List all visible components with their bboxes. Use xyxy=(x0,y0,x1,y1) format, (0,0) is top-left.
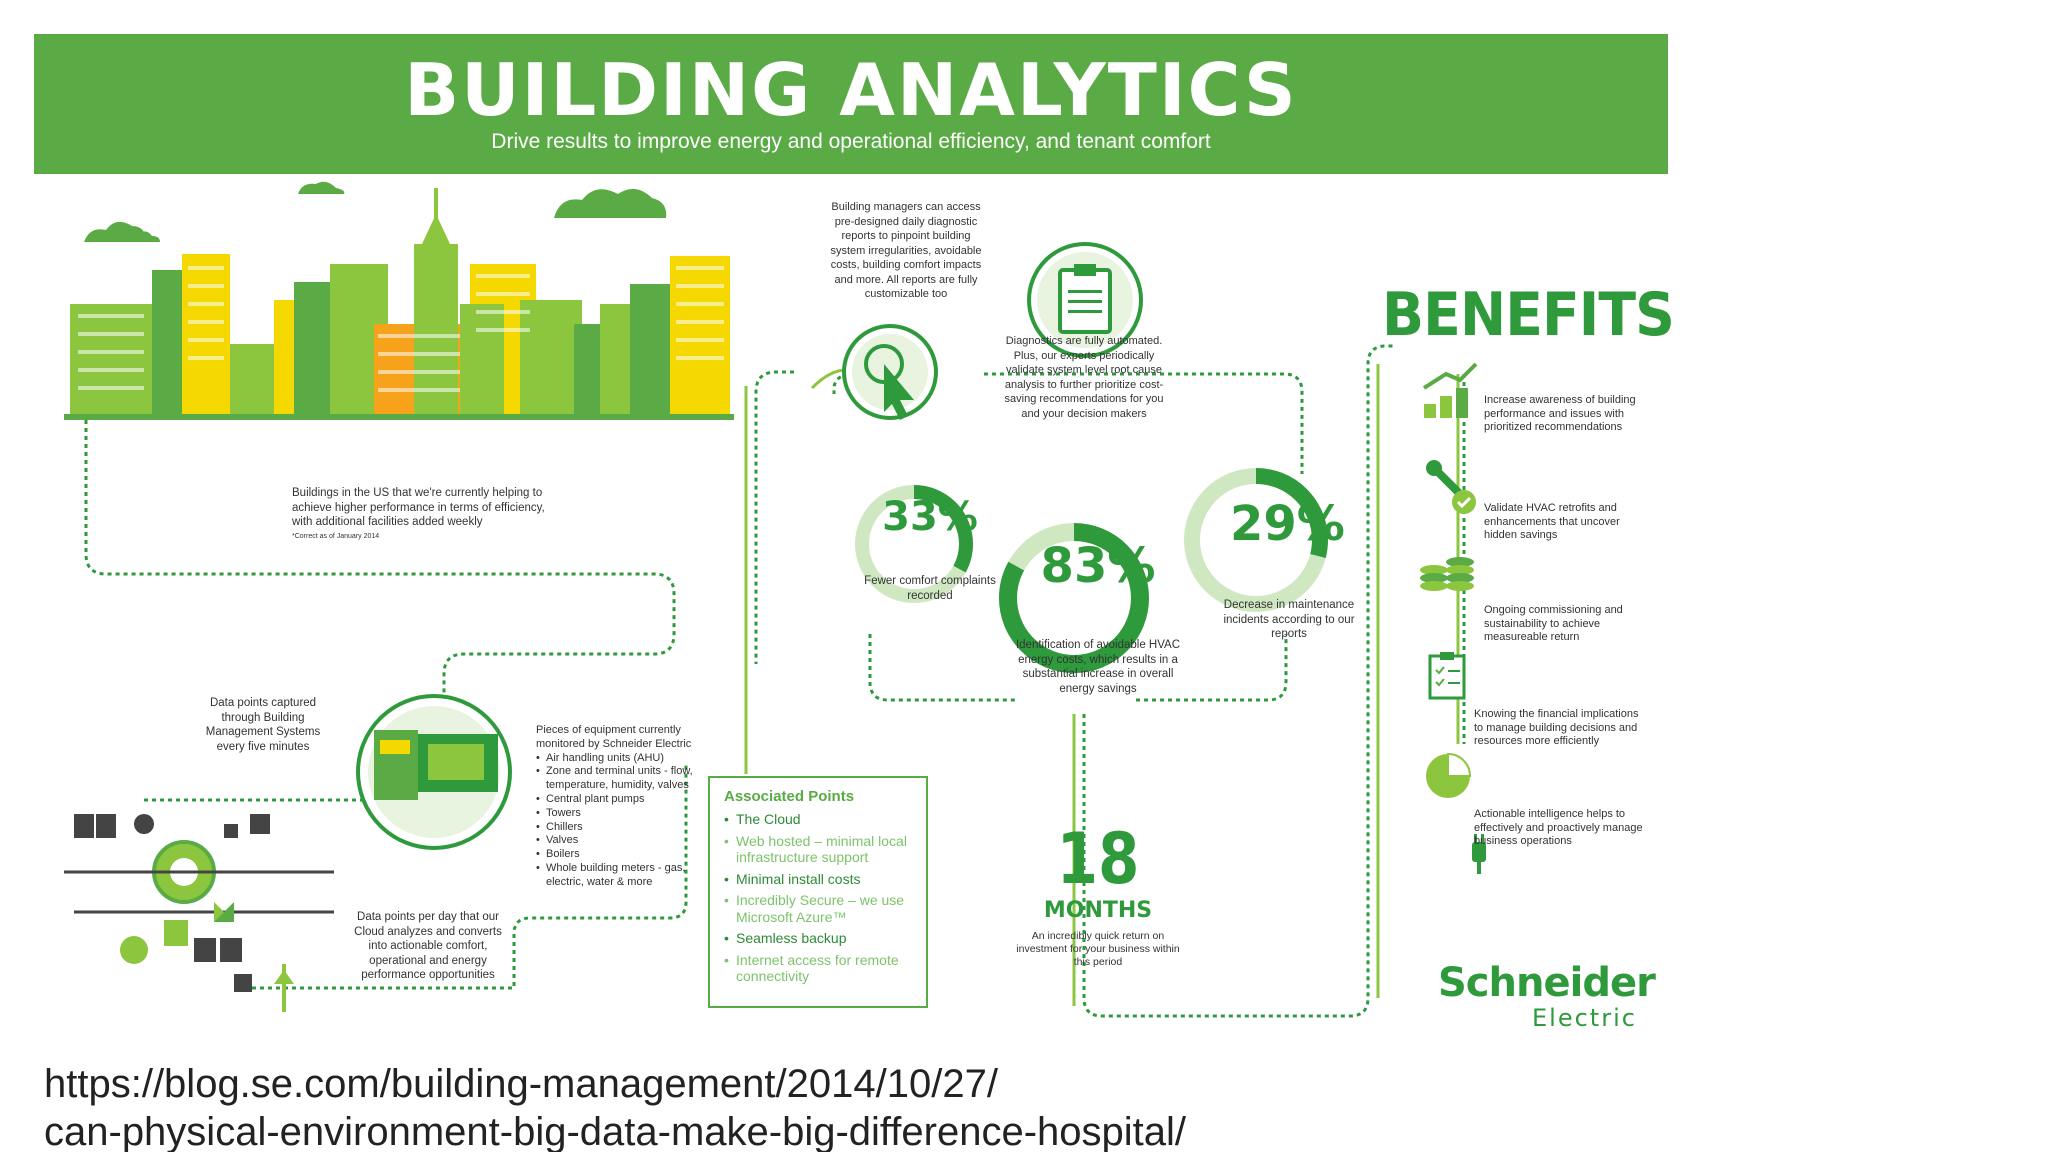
stat-value-comfort: 33% xyxy=(882,494,978,540)
brand-logo-sub: Electric xyxy=(1532,1004,1637,1032)
equipment-intro: Pieces of equipment currently monitored by Schneider Electric xyxy=(536,724,692,750)
bar-chart-icon xyxy=(1424,364,1476,418)
sensor-label-h: H xyxy=(238,836,246,847)
months-number: 18 xyxy=(1056,818,1140,900)
header-banner xyxy=(34,34,1668,174)
equipment-item: • Air handling units (AHU) xyxy=(536,752,716,766)
associated-points-box xyxy=(708,776,928,1008)
associated-points-list xyxy=(724,811,912,985)
sensor-label-th-2: TH xyxy=(200,801,235,817)
source-caption xyxy=(44,1060,1186,1152)
associated-point-item: • Internet access for remote connectivity xyxy=(724,952,912,985)
months-unit: MONTHS xyxy=(1043,898,1153,923)
associated-point-item: • Web hosted – minimal local infrastructure support xyxy=(724,833,912,866)
benefit-item: Ongoing commissioning and sustainability to achieve measureable return xyxy=(1484,604,1623,643)
associated-point-item: • Seamless backup xyxy=(724,930,912,947)
benefit-item: Increase awareness of building performance and issues with prioritized recommendations xyxy=(1484,394,1636,433)
equipment-item: • Valves xyxy=(536,834,716,848)
buildings-footnote: *Correct as of January 2014 xyxy=(292,532,380,540)
equipment-item: • Boilers xyxy=(536,848,716,862)
pie-chart-icon xyxy=(1426,754,1470,798)
equipment-item: • Whole building meters - gas, electric, water & more xyxy=(536,862,716,890)
page-subtitle: Drive results to improve energy and operational efficiency, and tenant comfort xyxy=(491,130,1211,153)
buildings-note: Buildings in the US that we're currently helping to achieve higher performance in terms of efficiency, with additional facilities added weekly *Correct as of January 2014 xyxy=(292,486,552,544)
equipment-item: • Central plant pumps xyxy=(536,793,716,807)
stat-label-comfort: Fewer comfort complaints recorded xyxy=(864,575,996,602)
equipment-item: • Zone and terminal units - flow, temperature, humidity, valves xyxy=(536,765,716,793)
benefit-item: Actionable intelligence helps to effectively and proactively manage business operations xyxy=(1474,808,1643,847)
stat-label-maintenance: Decrease in maintenance incidents according to our reports xyxy=(1223,599,1355,640)
hvac-schematic xyxy=(64,814,334,1012)
sensor-label-co2: CO2 xyxy=(128,809,143,816)
cloud-icon xyxy=(84,182,666,242)
click-icon xyxy=(844,326,936,420)
reports-note: Building managers can access pre-designed daily diagnostic reports to pinpoint building system irregularities, avoidable costs, building comfort impacts and more. All reports are fully customizable too xyxy=(830,201,982,300)
coins-icon xyxy=(1420,557,1474,591)
benefit-item: Validate HVAC retrofits and enhancements that uncover hidden savings xyxy=(1484,502,1620,541)
diagnostics-note: Diagnostics are fully automated. Plus, our experts periodically validate system level root cause analysis to further prioritize cost-saving recommendations for you and your decision makers xyxy=(1004,335,1164,420)
checklist-icon xyxy=(1430,652,1464,698)
equipment-block xyxy=(536,724,716,890)
infographic xyxy=(34,34,1674,1032)
equipment-list xyxy=(536,752,716,890)
associated-point-item: • The Cloud xyxy=(724,811,912,828)
city-skyline xyxy=(64,188,734,420)
stat-value-maintenance: 29% xyxy=(1230,496,1345,552)
page-title: BUILDING ANALYTICS xyxy=(404,48,1298,132)
stat-label-hvac: Identification of avoidable HVAC energy costs, which results in a substantial increase in overall energy savings xyxy=(1015,639,1181,695)
cloud-note: Data points per day that our Cloud analyzes and converts into actionable comfort, operational and energy performance opportunities xyxy=(354,911,502,981)
associated-point-item: • Incredibly Secure – we use Microsoft Azure™ xyxy=(724,892,912,925)
stat-value-hvac: 83% xyxy=(1040,538,1156,594)
associated-points-title: Associated Points xyxy=(724,788,855,805)
wrench-check-icon xyxy=(1426,460,1476,514)
sensor-label-th: TH xyxy=(80,677,115,693)
sensor-label-t: T xyxy=(171,785,179,799)
benefit-item: Knowing the financial implications to manage building decisions and resources more efficiently xyxy=(1474,708,1639,747)
benefits-title: BENEFITS xyxy=(1382,280,1674,350)
source-url-line-1: https://blog.se.com/building-management/2014/10/27/ xyxy=(44,1062,998,1106)
equipment-item: • Chillers xyxy=(536,821,716,835)
monitor-circle xyxy=(358,696,510,848)
associated-point-item: • Minimal install costs xyxy=(724,871,912,888)
equipment-item: • Towers xyxy=(536,807,716,821)
source-url-line-2: can-physical-environment-big-data-make-big-difference-hospital/ xyxy=(44,1110,1187,1152)
data-points-note: Data points captured through Building Management Systems every five minutes xyxy=(205,697,321,753)
months-label: An incredibly quick return on investment for your business within this period xyxy=(1016,930,1180,968)
brand-logo-name: Schneider xyxy=(1438,960,1655,1006)
